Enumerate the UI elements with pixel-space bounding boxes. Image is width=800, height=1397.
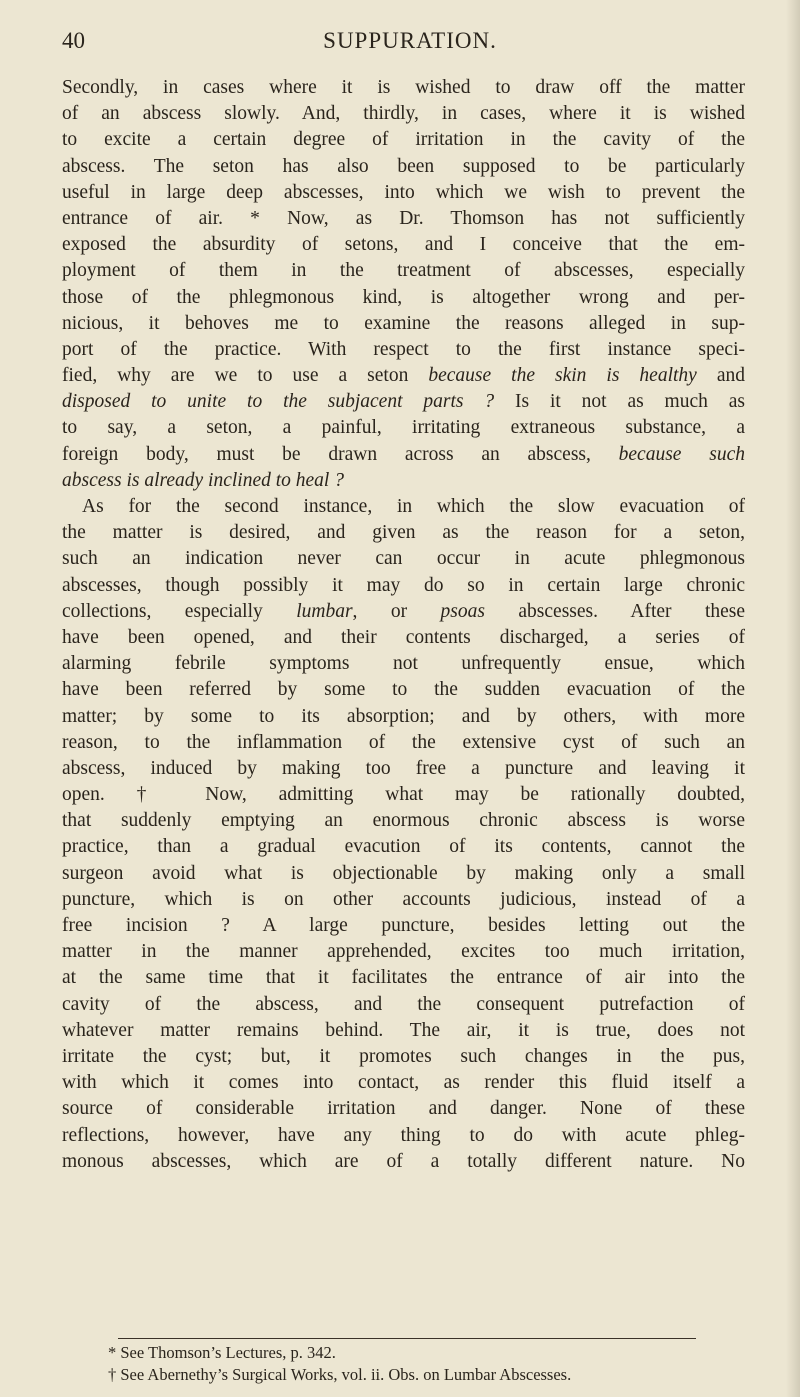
body-text <box>62 75 745 1175</box>
text-run: abscess. The seton has also been supposed to be particularly <box>62 155 745 177</box>
text-line <box>62 1044 745 1070</box>
footnote: † See Abernethy’s Surgical Works, vol. ii. Obs. on Lumbar Abscesses. <box>108 1365 572 1384</box>
italic-phrase: because such <box>618 443 745 465</box>
running-head: SUPPURATION. <box>323 28 497 53</box>
text-line <box>62 599 745 625</box>
text-run: cavity of the abscess, and the consequent putrefaction of <box>62 993 745 1015</box>
text-run: of an abscess slowly. And, thirdly, in cases, where it is wished <box>62 103 745 125</box>
text-line <box>62 992 745 1018</box>
text-run: fied, why are we to use a seton <box>62 365 429 387</box>
text-line <box>62 311 745 337</box>
text-run: the matter is desired, and given as the reason for a seton, <box>62 522 745 544</box>
text-line <box>62 232 745 258</box>
text-line <box>62 651 745 677</box>
text-run: to excite a certain degree of irritation in the cavity of the <box>62 129 745 151</box>
text-line <box>62 154 745 180</box>
text-run: open. † Now, admitting what may be rationally doubted, <box>62 784 745 806</box>
text-run: and <box>696 365 745 387</box>
text-line <box>62 677 745 703</box>
text-run: exposed the absurdity of setons, and I conceive that the em- <box>62 234 745 256</box>
text-line <box>62 704 745 730</box>
text-line <box>62 546 745 572</box>
page-number: 40 <box>62 28 85 53</box>
text-line <box>62 337 745 363</box>
text-run: monous abscesses, which are of a totally different nature. No <box>62 1150 745 1172</box>
text-line <box>62 913 745 939</box>
text-line <box>62 180 745 206</box>
text-run: matter; by some to its absorption; and by others, with more <box>62 705 745 727</box>
text-run: port of the practice. With respect to the first instance speci- <box>62 338 745 360</box>
text-line <box>62 834 745 860</box>
text-run: puncture, which is on other accounts judicious, instead of a <box>62 888 745 910</box>
text-line <box>62 415 745 441</box>
text-run: at the same time that it facilitates the entrance of air into the <box>62 967 745 989</box>
text-run: foreign body, must be drawn across an abscess, <box>62 443 619 465</box>
text-run: alarming febrile symptoms not unfrequently ensue, which <box>62 653 745 675</box>
text-run: entrance of air. * Now, as Dr. Thomson has not sufficiently <box>62 207 745 229</box>
text-line <box>62 389 745 415</box>
text-line <box>62 730 745 756</box>
text-run: matter in the manner apprehended, excites too much irritation, <box>62 941 745 963</box>
text-line <box>62 442 745 468</box>
text-run: Is it not as much as <box>494 391 745 413</box>
text-run: , or <box>352 600 441 622</box>
italic-phrase: lumbar <box>296 600 353 622</box>
text-line <box>62 258 745 284</box>
footnote-rule <box>118 1338 696 1339</box>
text-line <box>62 1123 745 1149</box>
text-line <box>62 101 745 127</box>
text-run: such an indication never can occur in acute phlegmonous <box>62 548 745 570</box>
text-run: surgeon avoid what is objectionable by making only a small <box>62 862 745 884</box>
text-run: nicious, it behoves me to examine the reasons alleged in sup- <box>62 312 745 334</box>
text-run: source of considerable irritation and danger. None of these <box>62 1098 745 1120</box>
italic-phrase: because the skin is healthy <box>428 365 697 387</box>
text-line <box>62 1018 745 1044</box>
text-run: collections, especially <box>62 600 297 622</box>
text-run: Secondly, in cases where it is wished to draw off the matter <box>62 77 745 98</box>
page-header <box>60 28 760 58</box>
text-line <box>62 756 745 782</box>
text-run: useful in large deep abscesses, into which we wish to prevent the <box>62 181 745 203</box>
footnotes <box>108 1342 758 1386</box>
text-run: those of the phlegmonous kind, is altogether wrong and per- <box>62 286 745 308</box>
text-line <box>62 468 745 494</box>
text-run: As for the second instance, in which the slow evacuation of <box>82 496 745 517</box>
text-line <box>62 1149 745 1175</box>
text-line <box>62 206 745 232</box>
text-run: with which it comes into contact, as render this fluid itself a <box>62 1072 745 1094</box>
text-line <box>62 808 745 834</box>
text-run: have been opened, and their contents discharged, a series of <box>62 626 745 648</box>
italic-phrase: abscess is already inclined to heal ? <box>62 469 344 491</box>
text-run: free incision ? A large puncture, besides letting out the <box>62 915 745 936</box>
text-line <box>62 1070 745 1096</box>
text-run: reflections, however, have any thing to do with acute phleg- <box>62 1124 745 1146</box>
text-run: that suddenly emptying an enormous chronic abscess is worse <box>62 810 745 832</box>
text-run: have been referred by some to the sudden evacuation of the <box>62 679 745 701</box>
text-run: practice, than a gradual evacution of its contents, cannot the <box>62 836 745 858</box>
text-line <box>62 939 745 965</box>
italic-phrase: disposed to unite to the subjacent parts ? <box>62 391 495 413</box>
text-run: abscess, induced by making too free a puncture and leaving it <box>62 757 745 779</box>
text-line <box>62 75 745 101</box>
text-line <box>62 494 745 520</box>
text-line <box>62 573 745 599</box>
text-line <box>62 520 745 546</box>
page-edge-shadow <box>786 0 800 1397</box>
text-line <box>62 285 745 311</box>
text-run: reason, to the inflammation of the extensive cyst of such an <box>62 731 745 753</box>
text-line <box>62 965 745 991</box>
text-run: abscesses. After these <box>484 600 746 622</box>
text-run: whatever matter remains behind. The air, it is true, does not <box>62 1019 745 1041</box>
text-line <box>62 1096 745 1122</box>
text-line <box>62 363 745 389</box>
text-run: to say, a seton, a painful, irritating extraneous substance, a <box>62 417 745 439</box>
text-line <box>62 782 745 808</box>
text-line <box>62 625 745 651</box>
text-run: ployment of them in the treatment of abscesses, especially <box>62 260 745 282</box>
text-line <box>62 887 745 913</box>
text-run: abscesses, though possibly it may do so in certain large chronic <box>62 574 745 596</box>
footnote: * See Thomson’s Lectures, p. 342. <box>108 1343 336 1362</box>
text-line <box>62 127 745 153</box>
text-line <box>62 861 745 887</box>
text-run: irritate the cyst; but, it promotes such changes in the pus, <box>62 1045 745 1067</box>
italic-phrase: psoas <box>440 600 485 622</box>
